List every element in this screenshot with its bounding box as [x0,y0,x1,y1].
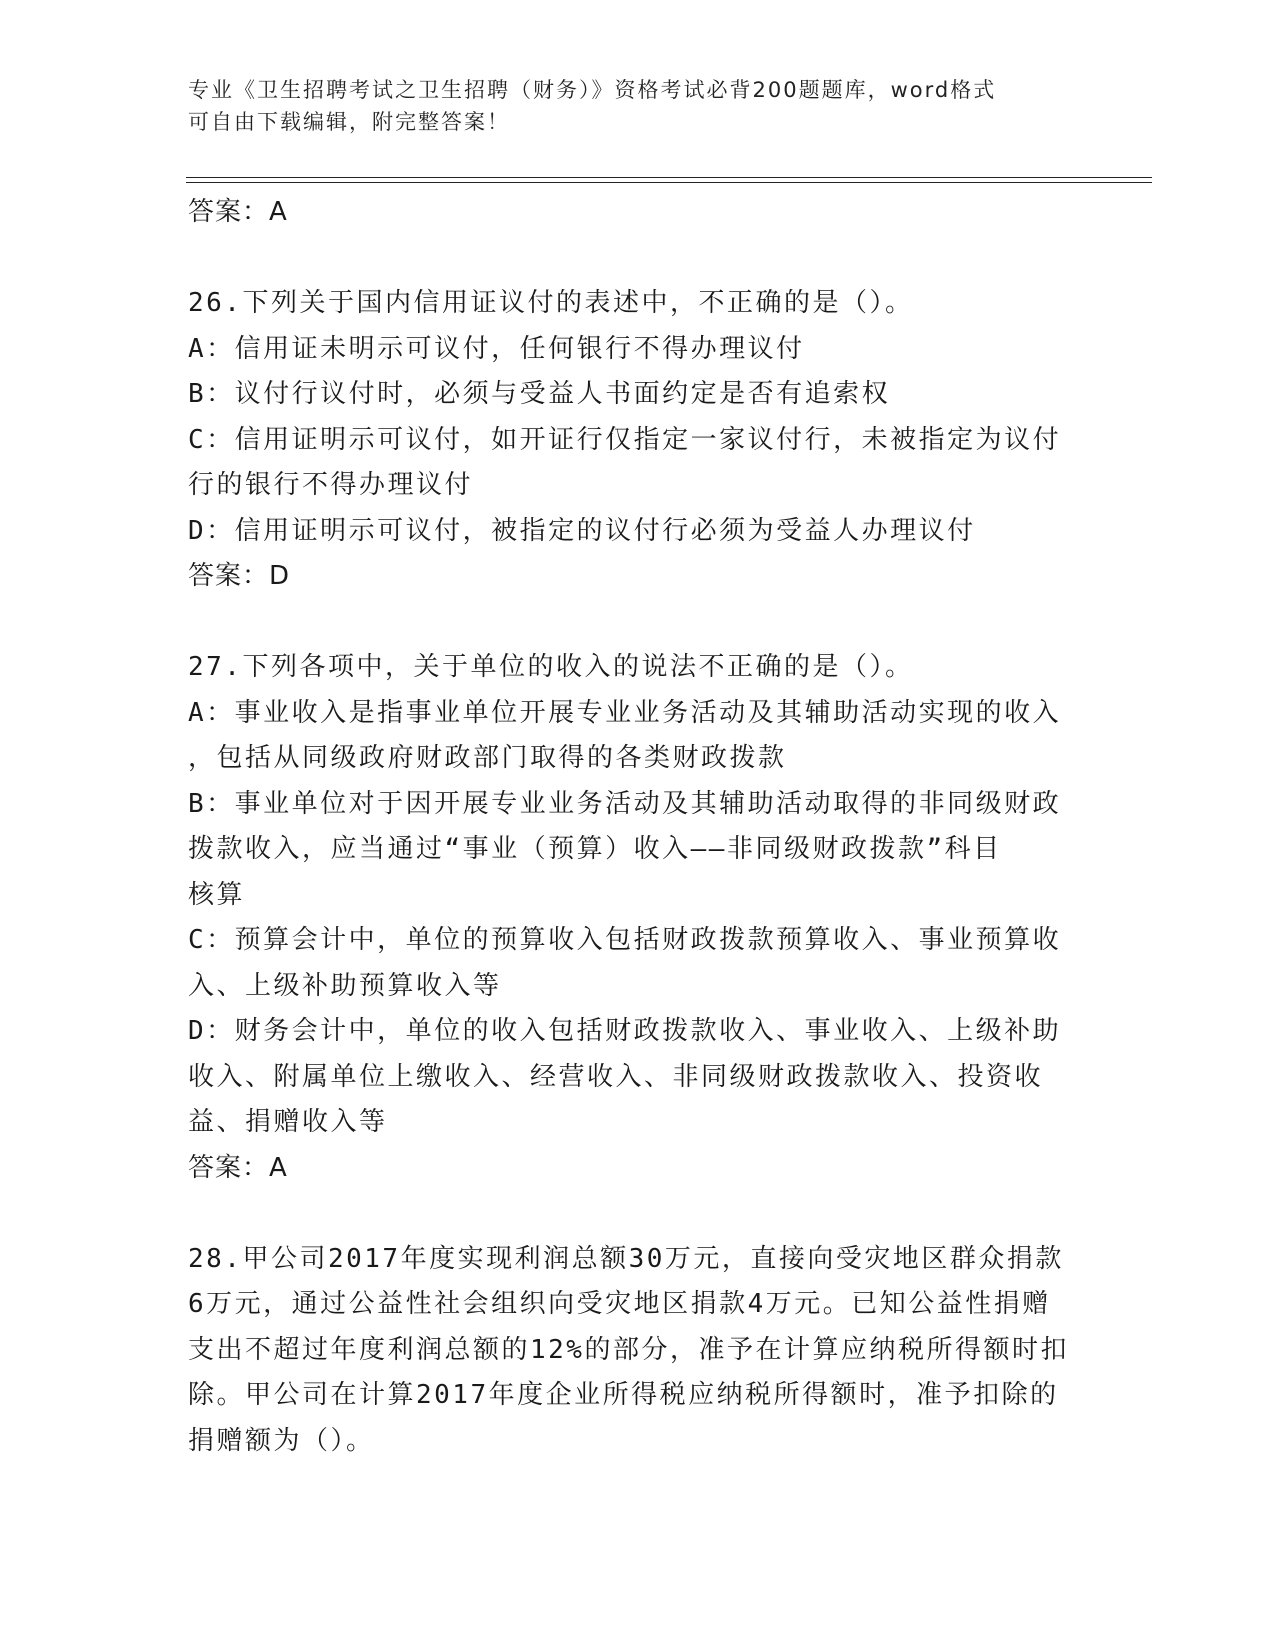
option-line: 益、捐赠收入等 [188,1107,388,1137]
option-line: B：议付行议付时，必须与受益人书面约定是否有追索权 [188,379,891,409]
spacer [188,236,1088,282]
option-line: A：事业收入是指事业单位开展专业业务活动及其辅助活动实现的收入 [188,697,1062,728]
answer-line: 答案：D [188,561,291,591]
option-line: 收入、附属单位上缴收入、经营收入、非同级财政拨款收入、投资收 [188,1061,1044,1092]
option-line: D：信用证明示可议付，被指定的议付行必须为受益人办理议付 [188,515,976,546]
previous-answer: 答案：A [188,197,288,227]
question-line: 28.甲公司2017年度实现利润总额30万元，直接向受灾地区群众捐款 [188,1243,1064,1274]
spacer [188,600,1088,646]
option-line: 行的银行不得办理议付 [188,470,474,500]
question-line: 6万元，通过公益性社会组织向受灾地区捐款4万元。已知公益性捐赠 [188,1289,1051,1319]
option-line: C：预算会计中，单位的预算收入包括财政拨款预算收入、事业预算收 [188,925,1062,955]
question-line: 27.下列各项中，关于单位的收入的说法不正确的是（）。 [188,652,914,682]
header-rule-bottom [186,182,1152,183]
document-header [188,74,1068,138]
option-line: ，包括从同级政府财政部门取得的各类财政拨款 [188,743,787,773]
question-line: 除。甲公司在计算2017年度企业所得税应纳税所得额时，准予扣除的 [188,1380,1059,1410]
option-line: 入、上级补助预算收入等 [188,970,502,1001]
question-27 [188,645,1088,1191]
option-line: D：财务会计中，单位的收入包括财政拨款收入、事业收入、上级补助 [188,1016,1062,1046]
answer-line: 答案：A [188,1152,288,1183]
document-body [188,190,1088,1464]
option-line: 拨款收入，应当通过“事业（预算）收入——非同级财政拨款”科目 [188,834,1002,864]
question-line: 26.下列关于国内信用证议付的表述中，不正确的是（）。 [188,288,914,318]
option-line: C：信用证明示可议付，如开证行仅指定一家议付行，未被指定为议付 [188,424,1062,455]
question-line: 支出不超过年度利润总额的12%的部分，准予在计算应纳税所得额时扣 [188,1334,1069,1365]
option-line: 核算 [188,879,246,910]
question-26 [188,281,1088,600]
header-line-1: 专业《卫生招聘考试之卫生招聘（财务）》资格考试必背200题题库，word格式 [188,78,997,102]
spacer [188,1191,1088,1237]
option-line: A：信用证未明示可议付，任何银行不得办理议付 [188,333,805,364]
option-line: B：事业单位对于因开展专业业务活动及其辅助活动取得的非同级财政 [188,788,1062,819]
header-line-2: 可自由下载编辑，附完整答案！ [188,110,510,134]
header-rule-top [186,177,1152,178]
question-28 [188,1237,1088,1465]
question-line: 捐赠额为（）。 [188,1425,375,1456]
